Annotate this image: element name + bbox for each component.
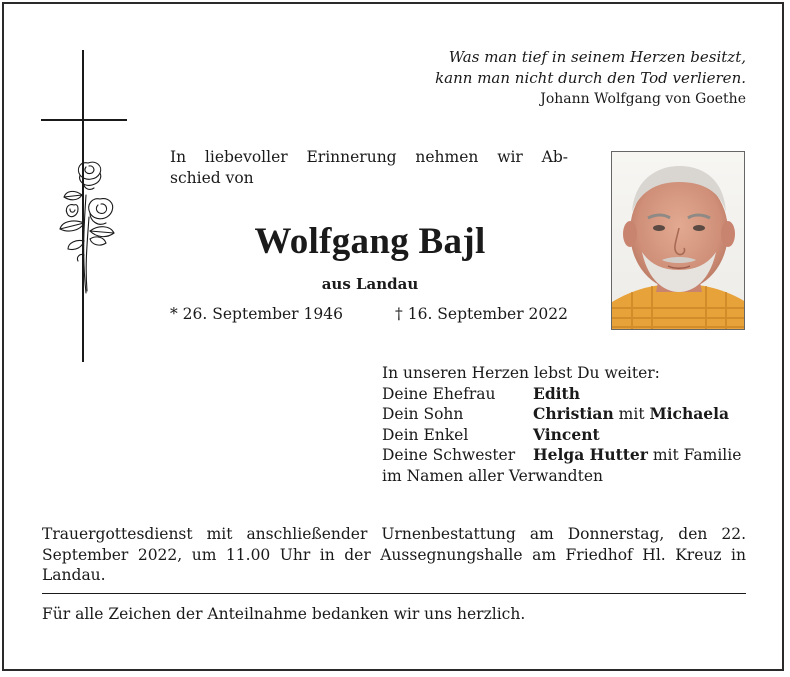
family-member-name: Vincent <box>533 424 600 444</box>
family-member-name-2: Michaela <box>649 404 730 423</box>
family-relation: Dein Sohn <box>382 405 464 423</box>
family-member-suffix: mit <box>613 405 650 423</box>
thanks-text: Für alle Zeichen der Anteilnahme bedanken wir uns herzlich. <box>42 605 526 623</box>
family-footer: im Namen aller Verwandten <box>382 466 603 485</box>
quote-line-2: kann man nicht durch den Tod verlieren. <box>435 69 746 87</box>
family-row <box>382 445 741 466</box>
intro-line-2: schied von <box>170 169 254 187</box>
family-row <box>382 384 741 405</box>
family-member-name: Edith <box>533 383 580 403</box>
family-relation: Deine Ehefrau <box>382 384 496 403</box>
family-relation: Deine Schwester <box>382 446 516 464</box>
intro-text <box>170 147 568 189</box>
birth-date: * 26. September 1946 <box>170 305 343 323</box>
family-list <box>382 363 741 486</box>
cross-icon-beam <box>41 119 127 121</box>
family-relation: Dein Enkel <box>382 425 469 444</box>
funeral-service-text: Trauergottesdienst mit anschließender Urnenbestattung am Donnerstag, den 22. September 2022, um 11.00 Uhr in der Aussegnungshalle am Friedhof Hl. Kreuz in Landau. <box>42 525 746 584</box>
portrait-photo <box>611 151 745 330</box>
divider <box>42 593 746 594</box>
intro-line-1: In liebevoller Erinnerung nehmen wir Ab- <box>170 148 568 166</box>
quote <box>435 47 746 89</box>
portrait-image <box>612 152 745 330</box>
quote-line-1: Was man tief in seinem Herzen besitzt, <box>448 48 746 66</box>
deceased-origin: aus Landau <box>321 275 419 293</box>
family-row <box>382 404 741 425</box>
family-member-suffix: mit Familie <box>647 446 742 464</box>
death-date: † 16. September 2022 <box>395 305 568 323</box>
family-row <box>382 425 741 446</box>
deceased-name: Wolfgang Bajl <box>254 221 486 262</box>
quote-author: Johann Wolfgang von Goethe <box>540 91 746 107</box>
rose-icon <box>56 155 122 295</box>
family-member-name: Helga Hutter <box>533 445 648 464</box>
family-heading: In unseren Herzen lebst Du weiter: <box>382 364 660 382</box>
family-member-name: Christian <box>533 404 614 423</box>
